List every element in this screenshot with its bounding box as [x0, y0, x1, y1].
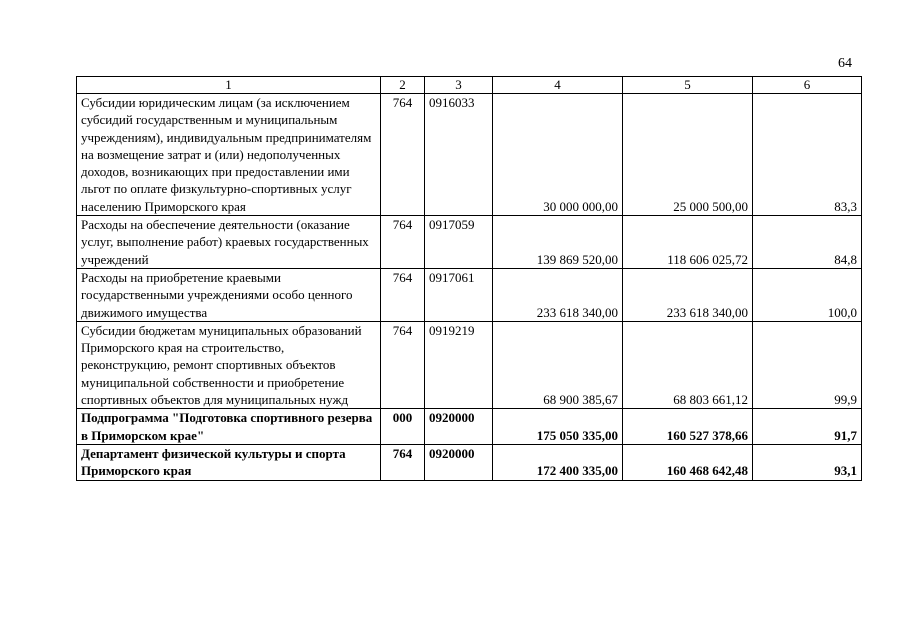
header-cell: 6 [753, 77, 862, 94]
row-fact: 118 606 025,72 [623, 216, 753, 269]
row-ved: 000 [381, 409, 425, 445]
table-row-subtotal [77, 409, 862, 445]
row-fact: 25 000 500,00 [623, 94, 753, 216]
budget-table [76, 76, 862, 481]
row-name: Субсидии бюджетам муниципальных образований Приморского края на строительство, реконструкцию, ремонт спортивных объектов муниципальной собственности и приобретение спортивных объектов для муниципальных нужд [77, 321, 381, 408]
row-plan: 175 050 335,00 [493, 409, 623, 445]
table-row-subtotal [77, 444, 862, 480]
row-ved: 764 [381, 444, 425, 480]
row-fact: 233 618 340,00 [623, 268, 753, 321]
row-percent: 91,7 [753, 409, 862, 445]
row-name: Департамент физической культуры и спорта Приморского края [77, 444, 381, 480]
row-kcsr: 0916033 [425, 94, 493, 216]
header-cell: 4 [493, 77, 623, 94]
header-row [77, 77, 862, 94]
row-kcsr: 0917059 [425, 216, 493, 269]
row-percent: 93,1 [753, 444, 862, 480]
row-plan: 139 869 520,00 [493, 216, 623, 269]
row-kcsr: 0917061 [425, 268, 493, 321]
row-kcsr: 0919219 [425, 321, 493, 408]
row-name: Расходы на приобретение краевыми государственными учреждениями особо ценного движимого имущества [77, 268, 381, 321]
row-ved: 764 [381, 321, 425, 408]
header-cell: 1 [77, 77, 381, 94]
table-row [77, 268, 862, 321]
row-fact: 160 527 378,66 [623, 409, 753, 445]
row-kcsr: 0920000 [425, 409, 493, 445]
row-percent: 84,8 [753, 216, 862, 269]
table-row [77, 94, 862, 216]
header-cell: 3 [425, 77, 493, 94]
row-fact: 160 468 642,48 [623, 444, 753, 480]
table-row [77, 216, 862, 269]
row-name: Субсидии юридическим лицам (за исключением субсидий государственным и муниципальным учреждениям), индивидуальным предпринимателям на возмещение затрат и (или) недополученных доходов, возникающих при предоставлении ими льгот по оплате физкультурно-спортивных услуг населению Приморского края [77, 94, 381, 216]
row-name: Подпрограмма "Подготовка спортивного резерва в Приморском крае" [77, 409, 381, 445]
row-plan: 30 000 000,00 [493, 94, 623, 216]
row-plan: 172 400 335,00 [493, 444, 623, 480]
row-ved: 764 [381, 216, 425, 269]
header-cell: 5 [623, 77, 753, 94]
row-percent: 100,0 [753, 268, 862, 321]
page-number: 64 [838, 56, 852, 71]
table-row [77, 321, 862, 408]
row-name: Расходы на обеспечение деятельности (оказание услуг, выполнение работ) краевых государственных учреждений [77, 216, 381, 269]
row-ved: 764 [381, 268, 425, 321]
row-kcsr: 0920000 [425, 444, 493, 480]
row-ved: 764 [381, 94, 425, 216]
row-fact: 68 803 661,12 [623, 321, 753, 408]
row-plan: 68 900 385,67 [493, 321, 623, 408]
row-percent: 99,9 [753, 321, 862, 408]
row-percent: 83,3 [753, 94, 862, 216]
header-cell: 2 [381, 77, 425, 94]
row-plan: 233 618 340,00 [493, 268, 623, 321]
